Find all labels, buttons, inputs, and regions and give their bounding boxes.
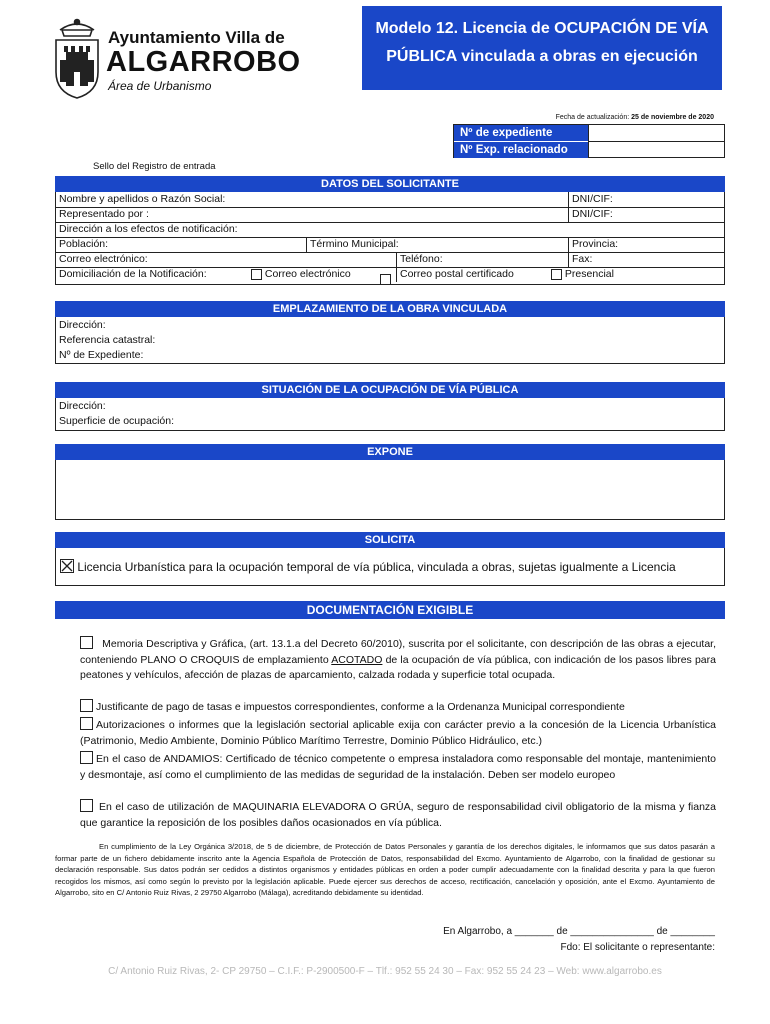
form-title-box	[362, 6, 722, 90]
section-header-expone: EXPONE	[55, 444, 725, 460]
doc-item-justificante	[80, 699, 716, 716]
row-direccion	[56, 222, 724, 238]
checkbox-andamios[interactable]	[80, 751, 93, 764]
solicita-box	[55, 548, 725, 586]
situacion-box	[55, 398, 725, 431]
exp-relacionado-label: Nº Exp. relacionado	[454, 142, 588, 158]
fax-field[interactable]: Fax:	[568, 252, 724, 267]
doc-item-andamios-text: En el caso de ANDAMIOS: Certificado de técnico competente o empresa instaladora como responsable del montaje, mantenimiento y desmontaje, así como el cumplimiento de las medidas de seguridad de la instalación. Deben ser modelo europeo	[80, 753, 716, 781]
section-header-situacion: SITUACIÓN DE LA OCUPACIÓN DE VÍA PÚBLICA	[55, 382, 725, 398]
update-value: 25 de noviembre de 2020	[631, 114, 714, 121]
form-title-line1: Modelo 12. Licencia de OCUPACIÓN DE VÍA	[375, 20, 709, 37]
doc-item-andamios	[80, 751, 716, 783]
option-presencial-label: Presencial	[564, 268, 614, 280]
representado-field[interactable]: Representado por :	[59, 208, 149, 220]
municipal-coat-of-arms	[52, 16, 102, 100]
termino-municipal-field[interactable]: Término Municipal:	[306, 237, 568, 252]
expone-textarea[interactable]	[55, 460, 725, 520]
dni-field-1[interactable]: DNI/CIF:	[568, 192, 724, 207]
row-representado	[56, 207, 724, 223]
domiciliacion-label: Domiciliación de la Notificación:	[59, 268, 207, 280]
update-date	[480, 114, 714, 121]
solicita-checkbox-checked[interactable]	[60, 559, 74, 573]
section-header-solicita: SOLICITA	[55, 532, 725, 548]
option-correo-electronico[interactable]	[248, 267, 388, 282]
doc-item-autorizaciones	[80, 717, 716, 749]
doc-item-maquinaria	[80, 799, 716, 831]
update-label: Fecha de actualización:	[555, 114, 630, 121]
situacion-direccion[interactable]: Dirección:	[59, 400, 106, 412]
row-correo	[56, 252, 724, 268]
poblacion-field[interactable]: Población:	[59, 238, 109, 250]
org-name-line2: ALGARROBO	[106, 46, 301, 78]
exp-relacionado-input[interactable]	[588, 142, 724, 158]
checkbox-autorizaciones[interactable]	[80, 717, 93, 730]
org-name-line1: Ayuntamiento Villa de	[108, 28, 285, 47]
direccion-notificacion-field[interactable]: Dirección a los efectos de notificación:	[59, 223, 238, 235]
situacion-superficie[interactable]: Superficie de ocupación:	[59, 415, 174, 427]
row-nombre	[56, 192, 724, 208]
checkbox-maquinaria[interactable]	[80, 799, 93, 812]
registry-stamp-label: Sello del Registro de entrada	[93, 161, 216, 172]
dni-field-2[interactable]: DNI/CIF:	[568, 207, 724, 222]
nombre-field[interactable]: Nombre y apellidos o Razón Social:	[59, 193, 226, 205]
option-correo-postal[interactable]	[396, 267, 552, 282]
checkbox-correo[interactable]	[251, 269, 262, 280]
expediente-label: Nº de expediente	[454, 125, 588, 141]
emplazamiento-direccion[interactable]: Dirección:	[59, 319, 106, 331]
checkbox-memoria[interactable]	[80, 636, 93, 649]
option-postal-label: Correo postal certificado	[400, 268, 514, 280]
section-header-emplazamiento: EMPLAZAMIENTO DE LA OBRA VINCULADA	[55, 301, 725, 317]
signature-place-date[interactable]: En Algarrobo, a _______ de _______________ de ________	[443, 926, 715, 937]
option-correo-label: Correo electrónico	[264, 268, 351, 280]
footer-contact: C/ Antonio Ruiz Rivas, 2- CP 29750 – C.I.F.: P-2900500-F – Tlf.: 952 55 24 30 – Fax: 952 55 24 23 – Web: www.algarrobo.es	[108, 966, 662, 977]
form-title-line2: PÚBLICA vinculada a obras en ejecución	[386, 48, 698, 65]
doc-item-memoria-text-c: de la ocupación de vía pública, con indicación de los pasos libres para peatones y vehículos, afección de plazas de aparcamiento, calzada rodada y superficie total ocupada.	[80, 653, 716, 681]
section-header-documentacion: DOCUMENTACIÓN EXIGIBLE	[55, 601, 725, 619]
row-poblacion	[56, 237, 724, 253]
doc-item-maquinaria-text: En el caso de utilización de MAQUINARIA ELEVADORA O GRÚA, seguro de responsabilidad civil obligatorio de la misma y fianza que garantice la reposición de los posibles daños ocasionados en vía pública.	[80, 801, 716, 829]
emplazamiento-referencia[interactable]: Referencia catastral:	[59, 334, 156, 346]
provincia-field[interactable]: Provincia:	[568, 237, 724, 252]
org-department: Área de Urbanismo	[108, 79, 212, 93]
solicita-text: Licencia Urbanística para la ocupación temporal de vía pública, vinculada a obras, sujetas igualmente a Licencia	[77, 560, 676, 574]
option-presencial[interactable]	[548, 267, 724, 282]
expediente-box	[453, 124, 725, 158]
data-protection-notice: En cumplimiento de la Ley Orgánica 3/2018, de 5 de diciembre, de Protección de Datos Personales y garantía de los derechos digitales, le informamos que sus datos pasarán a formar parte de un fichero debidamente inscrito ante la Agencia Española de Protección de Datos, responsabilidad del Excmo. Ayuntamiento de Algarrobo, con la finalidad de gestionar su declaración responsable. Sus datos podrán ser cedidos a distintos organismos y entidades públicas en orden a poder cumplir adecuadamente con la finalidad descrita y para la que fueron recogidos los mismos, así como según lo previsto por la legislación aplicable. Puede ejercer sus derechos de acceso, rectificación, cancelación y oposición, ante el Excmo. Ayuntamiento de Algarrobo, sito en C/ Antonio Ruiz Rivas, 2 29750 Algarrobo (Málaga), acreditando debidamente su identidad.	[55, 842, 715, 897]
expediente-input[interactable]	[588, 125, 724, 142]
checkbox-postal[interactable]	[380, 271, 391, 289]
checkbox-justificante[interactable]	[80, 699, 93, 712]
doc-item-memoria-acotado: ACOTADO	[331, 653, 383, 666]
doc-item-memoria-text-a: Memoria Descriptiva y Gráfica, (art. 13.1.a del Decreto 60/2010), suscrita por el solicitante, con descripción de las obras a ejecutar, conteniendo PLANO O CROQUIS de emplazamiento	[80, 638, 717, 666]
checkbox-presencial[interactable]	[551, 269, 562, 280]
doc-item-memoria	[80, 636, 716, 684]
doc-item-justificante-text: Justificante de pago de tasas e impuestos correspondientes, conforme a la Ordenanza Municipal correspondiente	[96, 701, 625, 713]
emplazamiento-box	[55, 317, 725, 364]
emplazamiento-expediente[interactable]: Nº de Expediente:	[59, 349, 144, 361]
doc-item-autorizaciones-text: Autorizaciones o informes que la legislación sectorial aplicable exija con carácter previo a la concesión de la Licencia Urbanística (Patrimonio, Medio Ambiente, Dominio Público Marítimo Terrestre, Dominio Público Hidráulico, etc.)	[80, 719, 716, 747]
telefono-field[interactable]: Teléfono:	[396, 252, 568, 267]
signature-label: Fdo: El solicitante o representante:	[560, 942, 715, 953]
correo-electronico-field[interactable]: Correo electrónico:	[59, 253, 148, 265]
section-header-solicitante: DATOS DEL SOLICITANTE	[55, 176, 725, 192]
